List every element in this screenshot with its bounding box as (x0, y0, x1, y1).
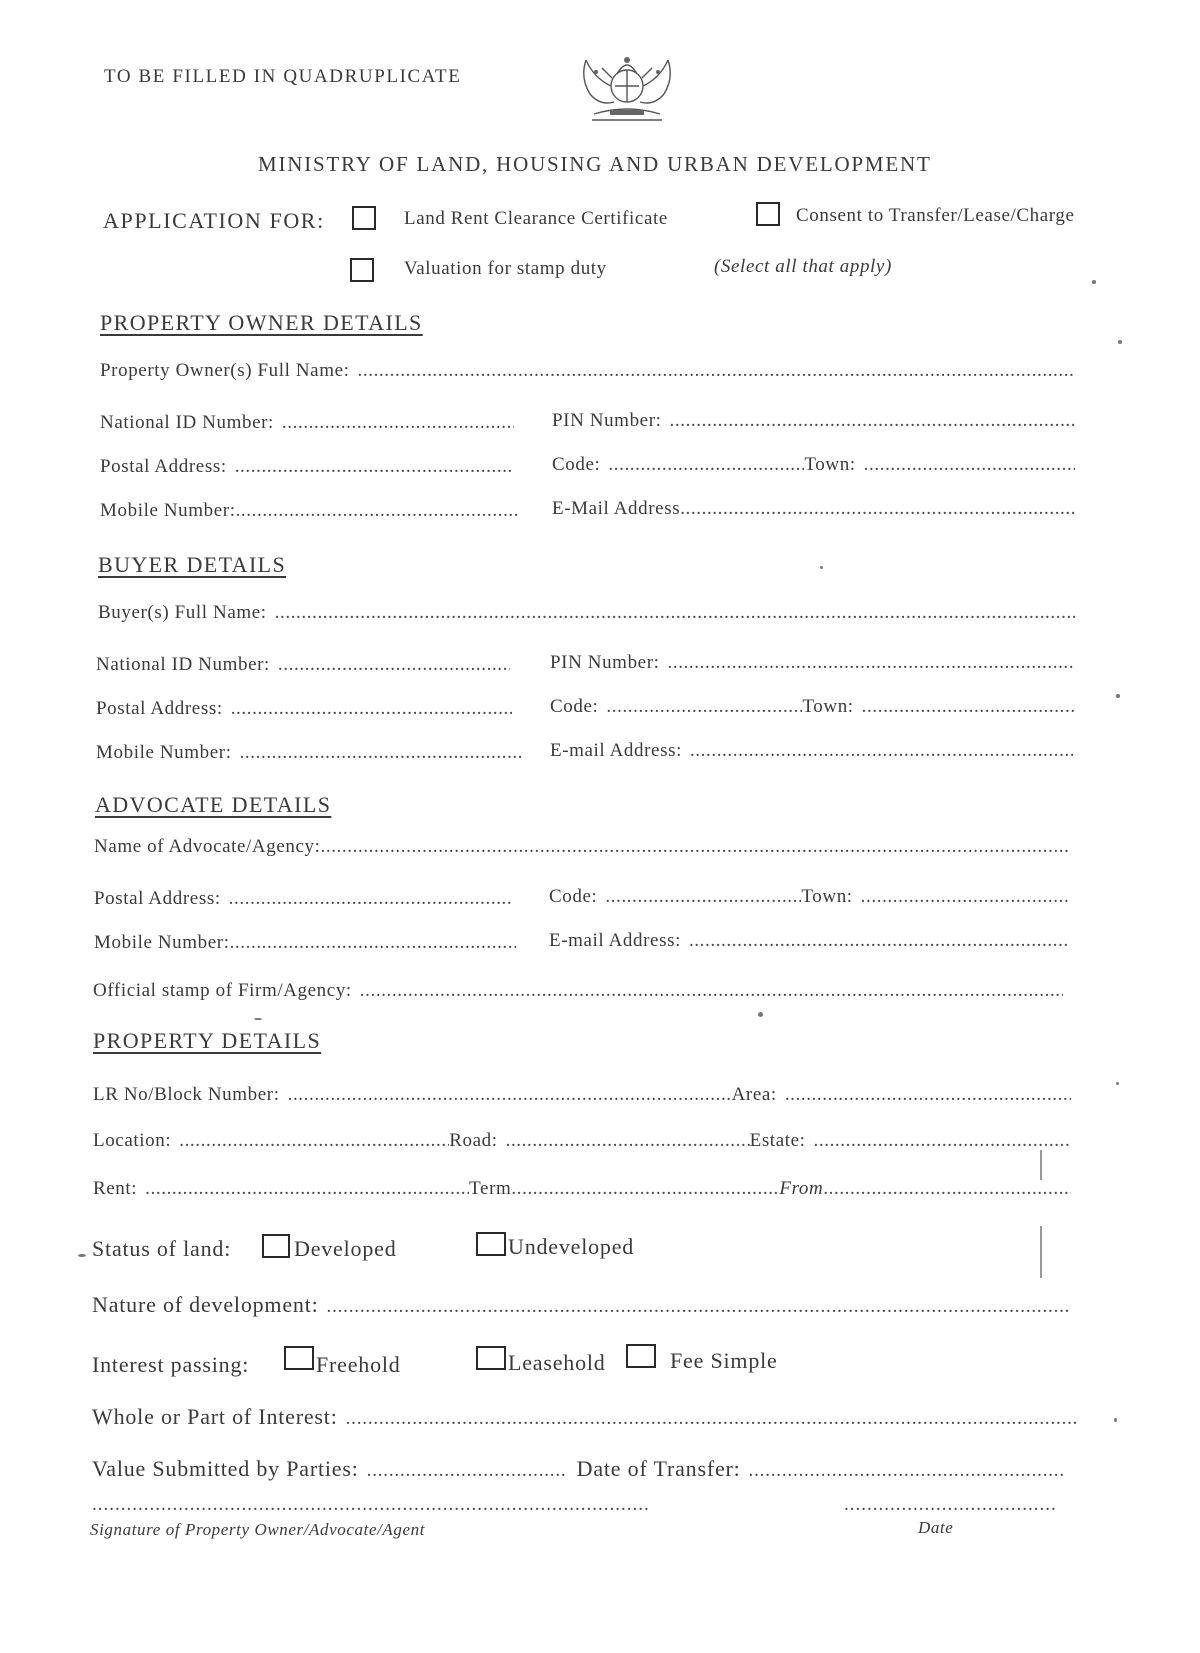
dotted-fill (92, 1494, 650, 1516)
buyer-email-field[interactable] (550, 740, 1075, 762)
scan-speck (1116, 1082, 1119, 1085)
owner-mobile-field[interactable] (100, 500, 518, 522)
date-of-transfer-label: Date of Transfer: (576, 1456, 741, 1481)
dotted-fill (606, 696, 802, 718)
dotted-fill (670, 410, 1075, 432)
consent-option-label: Consent to Transfer/Lease/Charge (796, 205, 1075, 226)
owner-national-id-label: National ID Number: (100, 412, 274, 433)
interest-passing-label: Interest passing: (92, 1352, 250, 1377)
area-label: Area: (731, 1084, 777, 1105)
advocate-mobile-field[interactable] (94, 932, 516, 954)
dotted-fill (236, 500, 518, 522)
freehold-checkbox[interactable] (284, 1346, 314, 1370)
owner-town-label: Town: (804, 454, 856, 475)
owner-mobile-label: Mobile Number: (100, 500, 236, 521)
dotted-fill (690, 740, 1075, 762)
rent-term-from-field[interactable] (93, 1178, 1071, 1200)
signature-label: Signature of Property Owner/Advocate/Agent (90, 1520, 426, 1539)
advocate-stamp-label: Official stamp of Firm/Agency: (93, 980, 352, 1001)
scan-speck (1092, 280, 1096, 284)
owner-code-label: Code: (552, 454, 601, 475)
from-label: From (779, 1178, 824, 1199)
dotted-fill (785, 1084, 1071, 1106)
dotted-fill (605, 886, 801, 908)
valuation-checkbox[interactable] (350, 258, 374, 282)
road-label: Road: (449, 1130, 498, 1151)
advocate-code-label: Code: (549, 886, 598, 907)
scan-speck (1118, 340, 1122, 344)
dotted-fill (346, 1408, 1076, 1430)
buyer-code-town-field[interactable] (550, 696, 1075, 718)
valuation-option-label: Valuation for stamp duty (404, 258, 607, 279)
buyer-code-label: Code: (550, 696, 599, 717)
scan-speck (1116, 694, 1120, 698)
lr-no-label: LR No/Block Number: (93, 1084, 280, 1105)
location-label: Location: (93, 1130, 172, 1151)
owner-section-heading: PROPERTY OWNER DETAILS (100, 310, 423, 335)
rent-label: Rent: (93, 1178, 138, 1199)
dotted-fill (862, 696, 1075, 718)
leasehold-checkbox[interactable] (476, 1346, 506, 1370)
buyer-email-label: E-mail Address: (550, 740, 682, 761)
advocate-mobile-label: Mobile Number: (94, 932, 230, 953)
advocate-section-heading: ADVOCATE DETAILS (95, 792, 332, 817)
advocate-email-label: E-mail Address: (549, 930, 681, 951)
value-date-field[interactable] (92, 1456, 1064, 1482)
dotted-fill (235, 456, 514, 478)
dotted-fill (814, 1130, 1071, 1152)
fee-simple-option-label: Fee Simple (670, 1348, 778, 1373)
dotted-fill (327, 1296, 1068, 1318)
application-for-label: APPLICATION FOR: (103, 208, 325, 233)
nature-of-development-field[interactable] (92, 1292, 1068, 1318)
owner-email-label: E-Mail Address (552, 498, 681, 519)
date-label: Date (918, 1518, 954, 1537)
dotted-fill (358, 360, 1075, 382)
buyer-national-id-field[interactable] (96, 654, 510, 676)
buyer-town-label: Town: (802, 696, 854, 717)
dotted-fill (689, 930, 1068, 952)
coat-of-arms-emblem (572, 48, 682, 126)
buyer-section-heading: BUYER DETAILS (98, 552, 287, 577)
lr-area-field[interactable] (93, 1084, 1071, 1106)
location-road-estate-field[interactable] (93, 1130, 1071, 1152)
owner-full-name-label: Property Owner(s) Full Name: (100, 360, 350, 381)
dotted-fill (680, 498, 1075, 520)
nature-label: Nature of development: (92, 1292, 319, 1317)
owner-code-town-field[interactable] (552, 454, 1075, 476)
status-of-land-label: Status of land: (92, 1236, 232, 1261)
undeveloped-option-label: Undeveloped (508, 1234, 635, 1259)
advocate-postal-label: Postal Address: (94, 888, 221, 909)
dotted-fill (360, 980, 1063, 1002)
advocate-code-town-field[interactable] (549, 886, 1070, 908)
buyer-postal-label: Postal Address: (96, 698, 223, 719)
dotted-fill (844, 1494, 1058, 1516)
buyer-pin-field[interactable] (550, 652, 1075, 674)
owner-national-id-field[interactable] (100, 412, 514, 434)
scan-speck (78, 1254, 86, 1257)
dotted-fill (367, 1460, 567, 1482)
dotted-fill (608, 454, 804, 476)
owner-email-field[interactable] (552, 498, 1075, 520)
leasehold-option-label: Leasehold (508, 1350, 606, 1375)
buyer-national-id-label: National ID Number: (96, 654, 270, 675)
dotted-fill (145, 1178, 469, 1200)
owner-pin-label: PIN Number: (552, 410, 662, 431)
dotted-fill (288, 1084, 732, 1106)
dotted-fill (668, 652, 1075, 674)
select-all-note: (Select all that apply) (714, 256, 892, 277)
freehold-option-label: Freehold (316, 1352, 401, 1377)
consent-checkbox[interactable] (756, 202, 780, 226)
scan-speck (1114, 1418, 1117, 1422)
dotted-fill (321, 836, 1069, 858)
whole-part-label: Whole or Part of Interest: (92, 1404, 338, 1429)
scan-mark (1040, 1226, 1042, 1278)
dotted-fill (749, 1460, 1064, 1482)
advocate-town-label: Town: (801, 886, 853, 907)
property-section-heading: PROPERTY DETAILS (93, 1028, 322, 1053)
owner-full-name-field[interactable] (100, 360, 1075, 382)
buyer-mobile-field[interactable] (96, 742, 522, 764)
quadruplicate-note: TO BE FILLED IN QUADRUPLICATE (104, 66, 462, 87)
buyer-mobile-label: Mobile Number: (96, 742, 232, 763)
whole-part-field[interactable] (92, 1404, 1076, 1430)
owner-postal-field[interactable] (100, 456, 514, 478)
dotted-fill (861, 886, 1070, 908)
owner-postal-label: Postal Address: (100, 456, 227, 477)
scan-speck (758, 1012, 763, 1017)
signature-line[interactable] (92, 1494, 650, 1522)
land-rent-option-label: Land Rent Clearance Certificate (404, 208, 668, 229)
dotted-fill (864, 454, 1075, 476)
term-label: Term (469, 1178, 512, 1199)
developed-checkbox[interactable] (262, 1234, 290, 1258)
advocate-email-field[interactable] (549, 930, 1068, 952)
scan-speck (254, 1018, 262, 1020)
advocate-name-field[interactable] (94, 836, 1068, 858)
scan-mark (1040, 1150, 1042, 1180)
buyer-full-name-field[interactable] (98, 602, 1075, 624)
dotted-fill (282, 412, 514, 434)
advocate-name-label: Name of Advocate/Agency: (94, 836, 321, 857)
developed-option-label: Developed (294, 1236, 397, 1261)
fee-simple-checkbox[interactable] (626, 1344, 656, 1368)
buyer-full-name-label: Buyer(s) Full Name: (98, 602, 267, 623)
dotted-fill (230, 932, 516, 954)
dotted-fill (240, 742, 522, 764)
buyer-postal-field[interactable] (96, 698, 512, 720)
scan-speck (820, 566, 823, 569)
advocate-postal-field[interactable] (94, 888, 512, 910)
ministry-title: MINISTRY OF LAND, HOUSING AND URBAN DEVELOPMENT (258, 152, 932, 176)
dotted-fill (278, 654, 510, 676)
estate-label: Estate: (749, 1130, 806, 1151)
land-rent-checkbox[interactable] (352, 206, 376, 230)
dotted-fill (506, 1130, 750, 1152)
dotted-fill (823, 1178, 1071, 1200)
undeveloped-checkbox[interactable] (476, 1232, 506, 1256)
dotted-fill (275, 602, 1075, 624)
value-label: Value Submitted by Parties: (92, 1456, 359, 1481)
dotted-fill (511, 1178, 779, 1200)
dotted-fill (231, 698, 512, 720)
dotted-fill (179, 1130, 449, 1152)
advocate-stamp-field[interactable] (93, 980, 1063, 1002)
buyer-pin-label: PIN Number: (550, 652, 660, 673)
owner-pin-field[interactable] (552, 410, 1075, 432)
dotted-fill (229, 888, 512, 910)
